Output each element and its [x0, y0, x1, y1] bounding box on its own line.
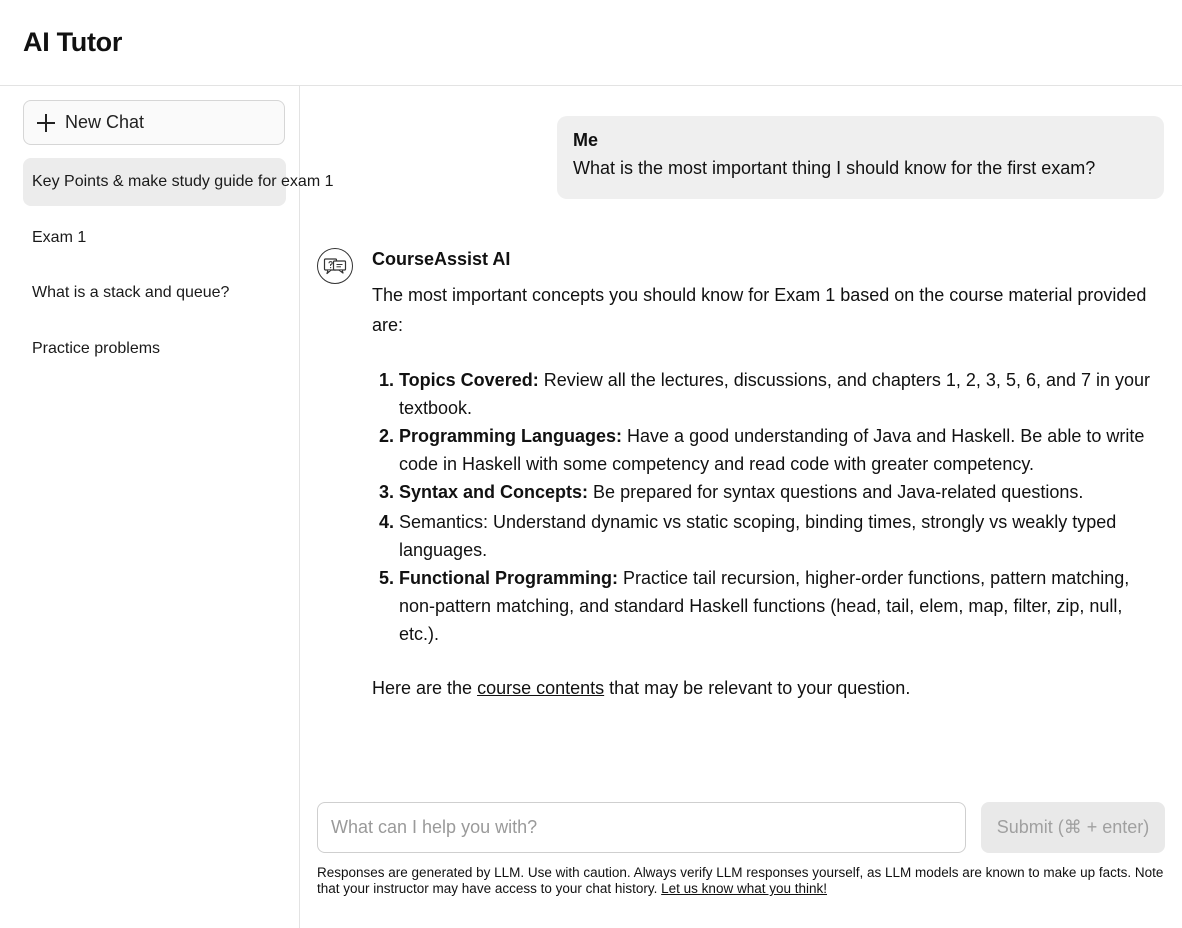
chat-bubbles-icon: [323, 256, 347, 276]
assistant-message-intro: The most important concepts you should know for Exam 1 based on the course material provided are:: [372, 285, 1147, 335]
list-item: 2. Programming Languages: Have a good understanding of Java and Haskell. Be able to write code in Haskell with some competency and read code with greater competency.: [378, 426, 1145, 474]
chat-history-item-label: Exam 1: [32, 228, 87, 246]
list-item: 5. Functional Programming: Practice tail recursion, higher-order functions, pattern matching, non-pattern matching, and standard Haskell functions (head, tail, elem, map, filter, zip, null, etc.).: [378, 568, 1130, 644]
assistant-message: [372, 249, 1162, 699]
course-contents-link[interactable]: course contents: [477, 678, 605, 698]
composer: [317, 802, 1165, 853]
list-item: 3. Syntax and Concepts: Be prepared for syntax questions and Java-related questions.: [378, 482, 1084, 502]
user-message-author: Me: [573, 130, 599, 150]
new-chat-label: New Chat: [65, 112, 145, 132]
chat-history-item-exam-1[interactable]: [23, 214, 286, 262]
feedback-link[interactable]: Let us know what you think!: [661, 881, 827, 896]
chat-history-item-practice-problems[interactable]: [23, 325, 286, 373]
chat-input[interactable]: [317, 802, 966, 853]
submit-button[interactable]: Submit (⌘ + enter): [981, 802, 1165, 853]
chat-history-list: [23, 158, 334, 380]
user-message-text: What is the most important thing I should know for the first exam?: [573, 158, 1096, 178]
chat-history-item-key-points[interactable]: [23, 158, 334, 206]
chat-history-item-label: Key Points & make study guide for exam 1: [32, 173, 334, 190]
app-header: [0, 0, 1182, 86]
chat-history-item-stack-queue[interactable]: [23, 269, 286, 317]
assistant-key-points-list: [372, 366, 1162, 648]
app-title: AI Tutor: [23, 27, 123, 57]
plus-icon: [37, 114, 55, 132]
disclaimer-text: Responses are generated by LLM. Use with caution. Always verify LLM responses yourself, as LLM models are known to make up facts. Note that your instructor may have access to your chat history.: [317, 865, 1164, 896]
assistant-avatar-icon: [317, 248, 353, 284]
list-item: 1. Topics Covered: Review all the lectures, discussions, and chapters 1, 2, 3, 5, 6, and 7 in your textbook.: [378, 370, 1151, 418]
chat-history-item-label: What is a stack and queue?: [32, 284, 230, 301]
list-item: 4. Semantics: Understand dynamic vs static scoping, binding times, strongly vs weakly typed languages.: [378, 512, 1117, 560]
disclaimer: [317, 865, 1167, 897]
chat-history-item-label: Practice problems: [32, 339, 161, 357]
assistant-message-author: CourseAssist AI: [372, 249, 511, 269]
user-message: [557, 116, 1164, 199]
sidebar: [0, 86, 334, 928]
chat-main: [300, 86, 1182, 928]
assistant-message-outro: Here are the course contents that may be relevant to your question.: [372, 678, 911, 698]
new-chat-button[interactable]: [23, 100, 285, 145]
